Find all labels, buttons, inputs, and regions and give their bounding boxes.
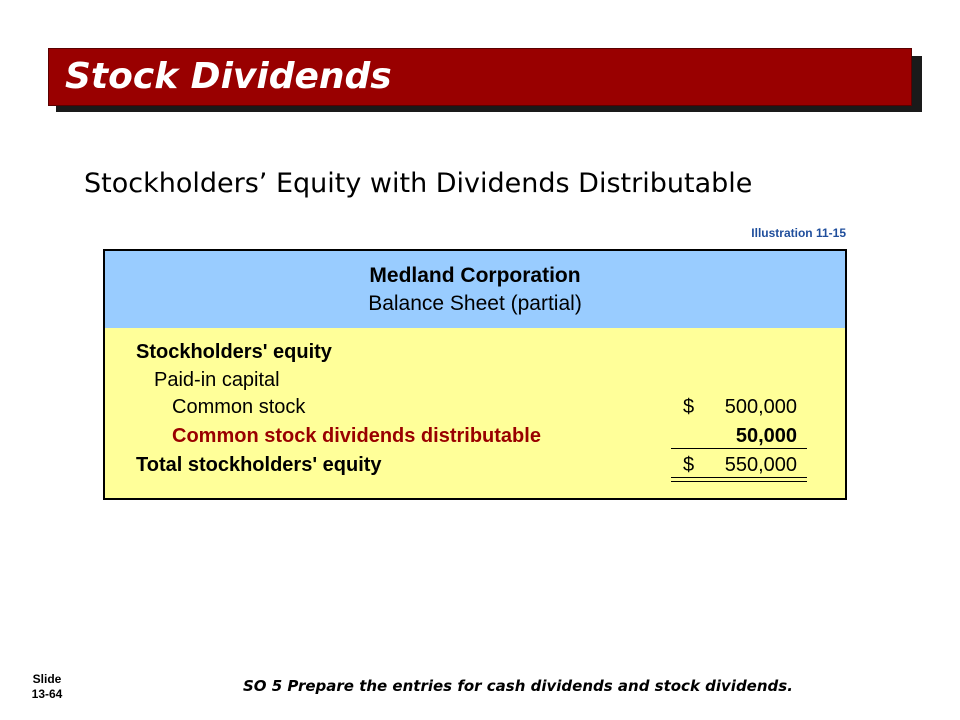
row-currency-total-equity: $ xyxy=(683,454,695,476)
row-currency-common-stock: $ xyxy=(683,396,695,418)
slide-title: Stock Dividends xyxy=(65,56,392,97)
subtotal-rule xyxy=(671,448,807,449)
company-name: Medland Corporation xyxy=(369,264,581,287)
row-amount-common-stock: 500,000 xyxy=(724,396,797,418)
statement-name: Balance Sheet (partial) xyxy=(368,292,582,315)
row-label-common-stock: Common stock xyxy=(172,396,306,418)
slide-subtitle: Stockholders’ Equity with Dividends Distributable xyxy=(84,168,753,199)
section-heading: Stockholders' equity xyxy=(136,341,332,363)
row-label-dividends-distributable: Common stock dividends distributable xyxy=(172,425,541,447)
total-double-rule-bottom xyxy=(671,481,807,482)
total-double-rule-top xyxy=(671,477,807,478)
illustration-reference: Illustration 11-15 xyxy=(751,226,846,240)
row-label-total-equity: Total stockholders' equity xyxy=(136,454,382,476)
slide-number-block xyxy=(22,672,72,702)
balance-sheet-panel xyxy=(103,249,847,500)
row-amount-total-equity: 550,000 xyxy=(724,454,797,476)
title-bar xyxy=(48,48,912,106)
row-amount-dividends-distributable: 50,000 xyxy=(735,425,797,447)
subsection-heading: Paid-in capital xyxy=(154,369,280,391)
study-objective: SO 5 Prepare the entries for cash dividends and stock dividends. xyxy=(243,677,793,695)
balance-sheet-header xyxy=(105,251,845,328)
slide-label: Slide xyxy=(32,672,62,686)
slide-number: 13-64 xyxy=(31,687,63,701)
